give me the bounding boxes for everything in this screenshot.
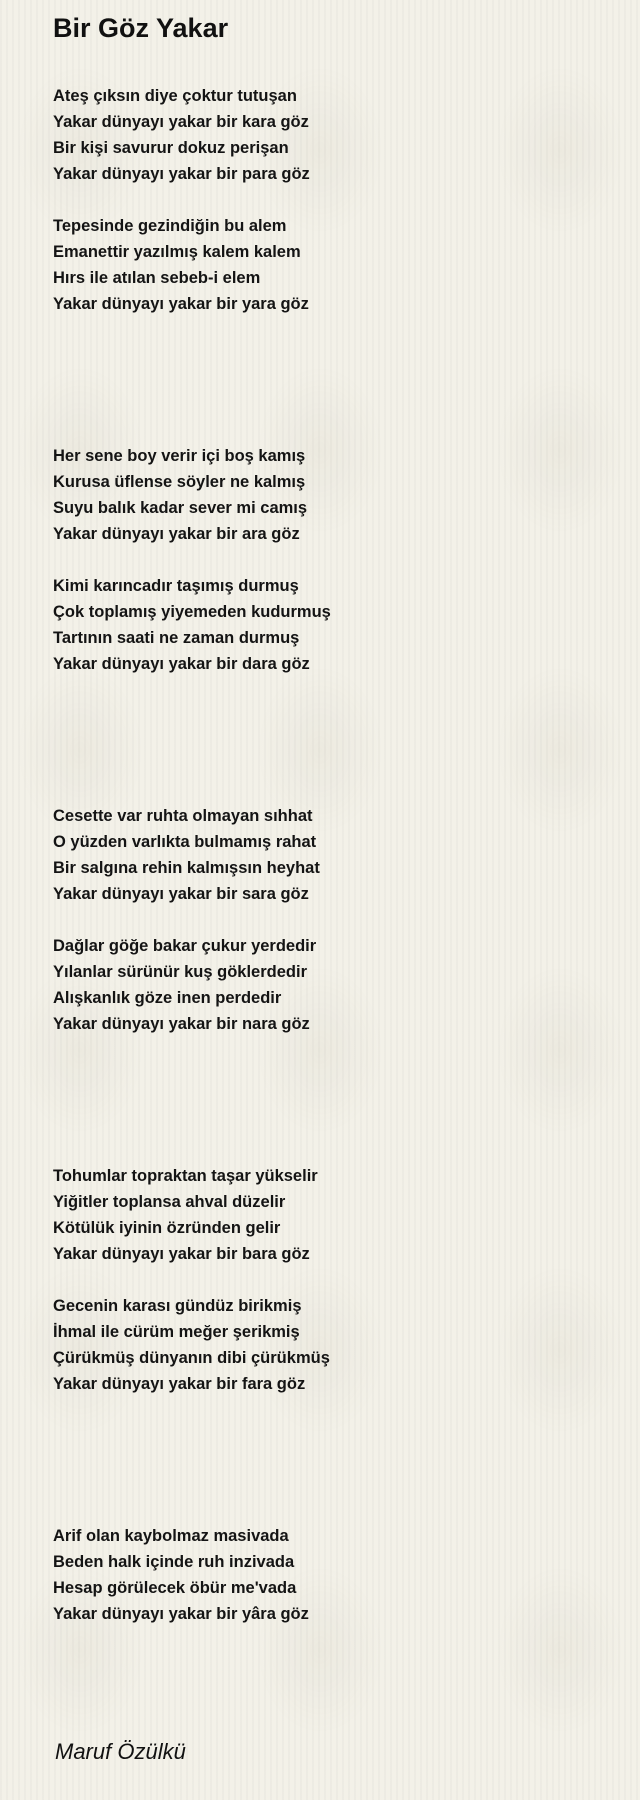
poem-line: Gecenin karası gündüz birikmiş <box>53 1297 302 1315</box>
poem-line: Yılanlar sürünür kuş göklerdedir <box>53 963 307 981</box>
poem-line: Yakar dünyayı yakar bir yâra göz <box>53 1605 309 1623</box>
section-gap <box>53 1037 613 1163</box>
stanza-8 <box>53 1293 613 1397</box>
poem-line: Her sene boy verir içi boş kamış <box>53 447 306 465</box>
poem-line: Kurusa üflense söyler ne kalmış <box>53 473 306 491</box>
poem-line: Arif olan kaybolmaz masivada <box>53 1527 289 1545</box>
stanza-4 <box>53 573 613 677</box>
section-gap <box>53 677 613 803</box>
poem-line: Hırs ile atılan sebeb-i elem <box>53 269 261 287</box>
poem-line: Hesap görülecek öbür me'vada <box>53 1579 297 1597</box>
poem-line: Yakar dünyayı yakar bir kara göz <box>53 113 309 131</box>
poem-line: Alışkanlık göze inen perdedir <box>53 989 282 1007</box>
poem-author: Maruf Özülkü <box>55 1739 186 1764</box>
poem-line: Tartının saati ne zaman durmuş <box>53 629 300 647</box>
stanza-gap <box>53 547 613 573</box>
poem-line: Çok toplamış yiyemeden kudurmuş <box>53 603 331 621</box>
poem-line: Ateş çıksın diye çoktur tutuşan <box>53 87 297 105</box>
poem-line: Yiğitler toplansa ahval düzelir <box>53 1193 286 1211</box>
stanza-9 <box>53 1523 613 1627</box>
stanza-gap <box>53 907 613 933</box>
poem-line: İhmal ile cürüm meğer şerikmiş <box>53 1323 300 1341</box>
stanza-gap <box>53 1267 613 1293</box>
poem-line: Suyu balık kadar sever mi camış <box>53 499 308 517</box>
stanza-5 <box>53 803 613 907</box>
poem-body <box>53 83 613 1627</box>
poem-line: Yakar dünyayı yakar bir sara göz <box>53 885 309 903</box>
section-gap <box>53 1397 613 1523</box>
poem-line: Kötülük iyinin özründen gelir <box>53 1219 281 1237</box>
stanza-7 <box>53 1163 613 1267</box>
poem-line: Kimi karıncadır taşımış durmuş <box>53 577 299 595</box>
stanza-6 <box>53 933 613 1037</box>
stanza-2 <box>53 213 613 317</box>
stanza-1 <box>53 83 613 187</box>
poem-line: Yakar dünyayı yakar bir para göz <box>53 165 310 183</box>
poem-line: Bir salgına rehin kalmışsın heyhat <box>53 859 320 877</box>
poem-line: Tepesinde gezindiğin bu alem <box>53 217 287 235</box>
poem-line: Yakar dünyayı yakar bir yara göz <box>53 295 309 313</box>
stanza-gap <box>53 187 613 213</box>
poem-line: Cesette var ruhta olmayan sıhhat <box>53 807 313 825</box>
poem-line: Yakar dünyayı yakar bir dara göz <box>53 655 310 673</box>
poem-page <box>53 0 613 1627</box>
poem-line: Çürükmüş dünyanın dibi çürükmüş <box>53 1349 330 1367</box>
poem-line: Yakar dünyayı yakar bir nara göz <box>53 1015 310 1033</box>
poem-line: Bir kişi savurur dokuz perişan <box>53 139 289 157</box>
stanza-3 <box>53 443 613 547</box>
poem-title: Bir Göz Yakar <box>53 13 229 43</box>
poem-line: Yakar dünyayı yakar bir fara göz <box>53 1375 306 1393</box>
poem-line: Emanettir yazılmış kalem kalem <box>53 243 301 261</box>
poem-line: Tohumlar topraktan taşar yükselir <box>53 1167 318 1185</box>
poem-line: O yüzden varlıkta bulmamış rahat <box>53 833 317 851</box>
poem-line: Yakar dünyayı yakar bir bara göz <box>53 1245 310 1263</box>
poem-line: Beden halk içinde ruh inzivada <box>53 1553 295 1571</box>
poem-line: Dağlar göğe bakar çukur yerdedir <box>53 937 317 955</box>
section-gap <box>53 317 613 443</box>
poem-line: Yakar dünyayı yakar bir ara göz <box>53 525 300 543</box>
